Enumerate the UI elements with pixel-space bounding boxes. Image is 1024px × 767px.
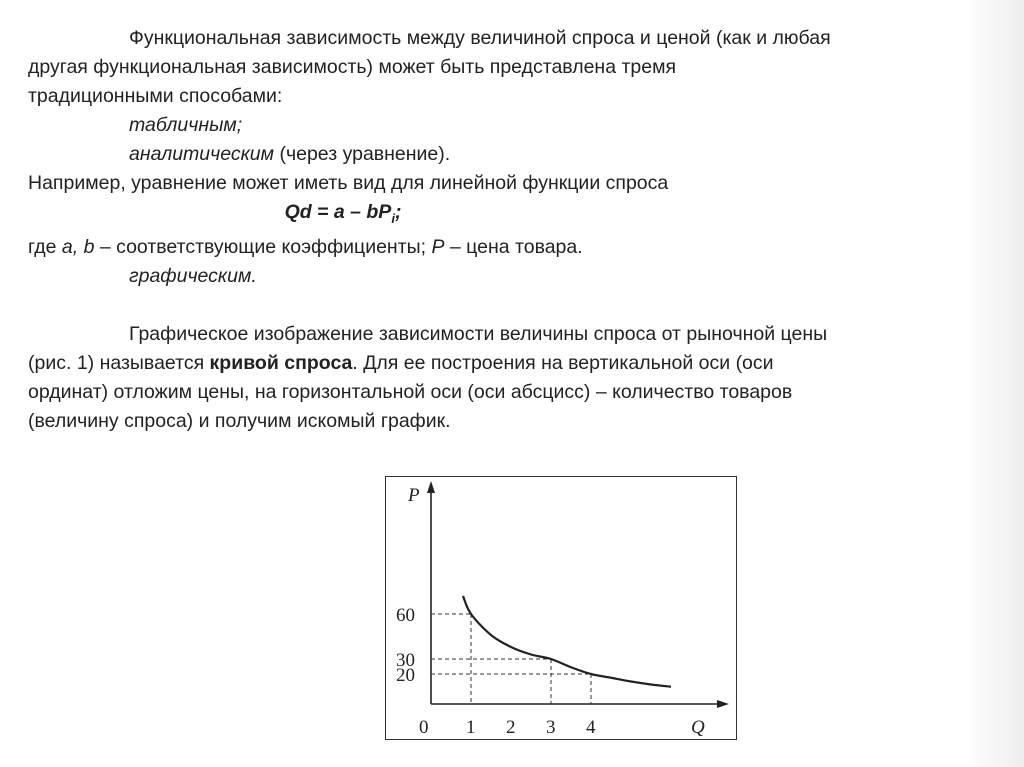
formula-subscript: i <box>391 210 395 226</box>
where-price-symbol: P <box>431 235 445 258</box>
paragraph-2-line-3: ординат) отложим цены, на горизонтальной оси (оси абсцисс) – количество товаров <box>28 380 793 403</box>
paragraph-2-line-1: Графическое изображение зависимости величины спроса от рыночной цены <box>129 322 828 345</box>
y-tick-label: 30 <box>396 650 415 671</box>
y-axis-label: P <box>408 485 420 506</box>
paragraph-1-line-2: другая функциональная зависимость) может быть представлена тремя <box>28 56 677 78</box>
paragraph-gap <box>28 291 988 320</box>
formula <box>28 198 658 233</box>
demand-curve-figure <box>385 476 737 740</box>
document-text <box>28 24 988 436</box>
paragraph-2-line-2-end: . Для ее построения на вертикальной оси (оси <box>352 351 774 374</box>
example-line: Например, уравнение может иметь вид для линейной функции спроса <box>28 172 669 194</box>
x-tick-label: 4 <box>586 717 596 738</box>
y-tick-label: 20 <box>396 665 415 686</box>
y-axis-arrow <box>427 481 435 493</box>
x-tick-label: 3 <box>546 717 556 738</box>
y-tick-label: 60 <box>396 605 415 626</box>
where-end: – цена товара. <box>444 235 583 258</box>
where-line <box>28 233 988 262</box>
paragraph-2-line-2 <box>28 349 988 378</box>
list-item-tabular <box>28 111 988 140</box>
where-coefficients: a, b <box>61 235 95 258</box>
list-item-analytical-italic: аналитическим <box>129 143 275 165</box>
demand-curve-chart <box>386 477 736 739</box>
list-item-graphical-text: графическим. <box>129 264 257 287</box>
formula-end: ; <box>394 201 402 223</box>
list-item-analytical-rest: (через уравнение). <box>274 143 451 165</box>
x-axis-arrow <box>717 700 729 708</box>
where-prefix: где <box>28 235 62 258</box>
list-item-tabular-text: табличным; <box>129 114 243 136</box>
paragraph-2-line-2-start: (рис. 1) называется <box>28 351 210 374</box>
demand-curve-term: кривой спроса <box>209 351 353 374</box>
demand-curve-line <box>463 596 671 687</box>
list-item-graphical <box>28 262 988 291</box>
formula-main: Qd = a – bP <box>284 201 392 223</box>
where-middle: – соответствующие коэффициенты; <box>94 235 432 258</box>
x-axis-label: Q <box>691 717 705 738</box>
paragraph-1-line-1: Функциональная зависимость между величиной спроса и ценой (как и любая <box>129 27 831 49</box>
origin-label: 0 <box>419 717 429 738</box>
list-item-analytical <box>28 140 988 169</box>
x-tick-label: 2 <box>506 717 516 738</box>
paragraph-2-line-4: (величину спроса) и получим искомый график. <box>28 409 451 432</box>
paragraph-1-line-3: традиционными способами: <box>28 85 283 107</box>
x-tick-label: 1 <box>466 717 476 738</box>
